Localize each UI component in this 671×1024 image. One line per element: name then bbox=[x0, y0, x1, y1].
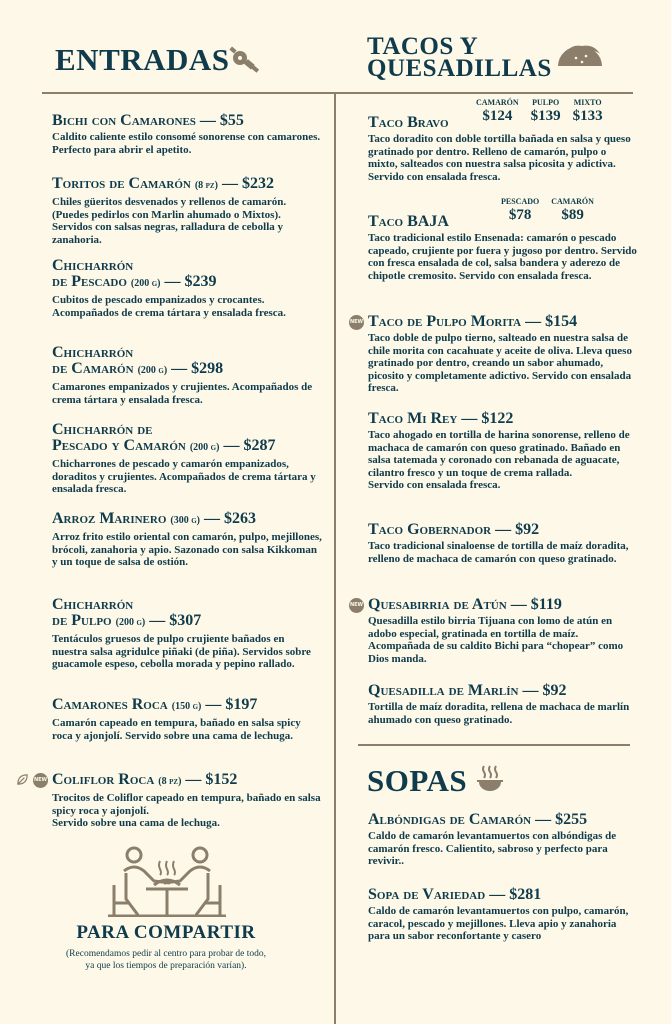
item-size: (8 pz) bbox=[158, 776, 182, 787]
item-price: $154 bbox=[545, 313, 578, 330]
item-name: Taco Mi Rey bbox=[368, 410, 458, 427]
item-description: Taco doble de pulpo tierno, salteado en nuestra salsa de chile morita con cacahuate y aceite de oliva. Lleva queso gratinado por dentro, creando un sabor ahumado, picosito y completamente adictivo. Servido con ensalada fresca. bbox=[368, 332, 632, 394]
menu-item bbox=[349, 596, 638, 665]
item-title bbox=[52, 422, 322, 456]
item-size: (200 g) bbox=[130, 278, 161, 289]
item-title bbox=[368, 887, 638, 903]
item-size: (300 g) bbox=[170, 515, 200, 526]
price-value: $133 bbox=[572, 108, 603, 124]
item-name: Coliflor Roca bbox=[52, 771, 155, 788]
item-description: Camarón capeado en tempura, bañado en salsa spicy roca y ajonjolí. Servido sobre una cama de lechuga. bbox=[52, 717, 301, 742]
people-sharing-meal-icon bbox=[108, 845, 226, 917]
item-size: (150 g) bbox=[171, 701, 202, 712]
new-badge: NEW bbox=[349, 315, 364, 330]
para-compartir-heading: PARA COMPARTIR bbox=[76, 922, 256, 943]
menu-item bbox=[52, 511, 322, 569]
item-price-dash: — bbox=[217, 175, 242, 192]
menu-item bbox=[368, 98, 638, 183]
item-size: (200 g) bbox=[137, 365, 168, 376]
price-column bbox=[531, 98, 561, 125]
item-title bbox=[52, 258, 322, 292]
item-price: $281 bbox=[509, 886, 542, 903]
item-name: Toritos de Camarón bbox=[52, 175, 191, 192]
item-name: Camarones Roca bbox=[52, 696, 168, 713]
item-size: (8 pz) bbox=[194, 180, 218, 191]
price-label: CAMARÓN bbox=[551, 197, 594, 206]
item-name: Taco BAJA bbox=[368, 213, 449, 230]
menu-item bbox=[368, 887, 638, 943]
item-price: $298 bbox=[191, 360, 224, 377]
item-title bbox=[52, 697, 322, 715]
menu-item bbox=[52, 697, 322, 742]
item-title bbox=[52, 176, 322, 194]
menu-item bbox=[368, 812, 638, 868]
price-label: PULPO bbox=[532, 98, 560, 107]
item-description: Caldo de camarón levantamuertos con pulpo, camarón, caracol, pescado y mejillones. Lleva apio y zanahoria para un sabor reconfortante y casero bbox=[368, 905, 629, 942]
menu-item bbox=[368, 197, 638, 282]
item-name: Chicharrón de Pulpo bbox=[52, 596, 134, 629]
price-column bbox=[551, 197, 594, 224]
item-price: $119 bbox=[530, 596, 562, 613]
para-compartir-note: (Recomendamos pedir al centro para probar de todo, ya que los tiempos de preparación varían). bbox=[66, 949, 266, 971]
menu-item bbox=[368, 411, 638, 492]
olive-skewer-icon bbox=[226, 46, 262, 76]
item-title bbox=[368, 314, 638, 330]
item-title bbox=[52, 511, 322, 529]
item-name: Arroz Marinero bbox=[52, 510, 167, 527]
item-description: Cubitos de pescado empanizados y crocantes. Acompañados de crema tártara y ensalada fresca. bbox=[52, 294, 286, 319]
item-price: $232 bbox=[241, 175, 274, 192]
item-title bbox=[368, 683, 638, 699]
item-name: Taco Bravo bbox=[368, 114, 449, 131]
entradas-heading: ENTRADAS bbox=[55, 42, 230, 77]
item-price-dash: — bbox=[531, 811, 556, 828]
item-description: Caldo de camarón levantamuertos con albóndigas de camarón fresco. Calientito, sabroso y perfecto para revivir.. bbox=[368, 830, 617, 867]
item-description: Quesadilla estilo birria Tijuana con lomo de atún en adobo especial, gratinada en tortilla de maíz. Acompañada de su caldito Bichi para “chopear” como Dios manda. bbox=[368, 615, 624, 665]
menu-item bbox=[52, 345, 322, 406]
item-title bbox=[368, 597, 638, 613]
item-title bbox=[368, 812, 638, 828]
item-price-dash: — bbox=[195, 112, 220, 129]
item-price-dash: — bbox=[506, 596, 531, 613]
menu-item bbox=[52, 597, 322, 671]
item-description: Arroz frito estilo oriental con camarón, pulpo, mejillones, brócoli, zanahoria y apio. Sazonado con salsa Kikkoman y un toque de salsa de ostión. bbox=[52, 531, 322, 568]
menu-item bbox=[368, 522, 638, 565]
header-divider bbox=[42, 92, 633, 94]
item-name: Quesadilla de Marlín bbox=[368, 682, 519, 699]
sopas-divider bbox=[358, 744, 630, 746]
item-title bbox=[52, 113, 322, 129]
tacos-heading-line1: TACOS Y bbox=[367, 33, 479, 60]
item-price: $92 bbox=[542, 682, 567, 699]
item-name: Bichi con Camarones bbox=[52, 112, 196, 129]
item-description: Trocitos de Coliflor capeado en tempura, bañado en salsa spicy roca y ajonjolí. Servido sobre una cama de lechuga. bbox=[52, 792, 321, 829]
item-price: $263 bbox=[224, 510, 256, 527]
item-price: $197 bbox=[225, 696, 258, 713]
new-badge: NEW bbox=[33, 773, 48, 788]
menu-item bbox=[368, 683, 638, 726]
item-price-dash: — bbox=[160, 273, 185, 290]
price-label: CAMARÓN bbox=[476, 98, 519, 107]
item-name: Chicharrón de Pescado bbox=[52, 257, 134, 290]
price-value: $139 bbox=[530, 108, 561, 124]
price-columns bbox=[501, 197, 594, 224]
item-price-dash: — bbox=[200, 510, 224, 527]
item-price: $239 bbox=[184, 273, 217, 290]
item-title bbox=[52, 772, 322, 790]
item-name: Taco de Pulpo Morita bbox=[368, 313, 522, 330]
item-price-dash: — bbox=[167, 360, 192, 377]
item-price: $255 bbox=[555, 811, 588, 828]
item-description: Chicharrones de pescado y camarón empanizados, doraditos y crujientes. Acompañados de crema tártara y ensalada fresca. bbox=[52, 458, 316, 495]
column-divider bbox=[334, 93, 336, 1024]
item-title bbox=[368, 522, 638, 538]
item-price-dash: — bbox=[521, 313, 546, 330]
item-name: Taco Gobernador bbox=[368, 521, 492, 538]
menu-item bbox=[52, 258, 322, 319]
item-price: $55 bbox=[219, 112, 244, 129]
price-value: $89 bbox=[561, 207, 584, 223]
item-description: Taco tradicional sinaloense de tortilla de maíz doradita, relleno de machaca de camarón con queso gratinado. bbox=[368, 540, 629, 565]
menu-item bbox=[349, 313, 638, 395]
vegetarian-leaf-icon bbox=[16, 773, 29, 786]
price-label: MIXTO bbox=[573, 98, 602, 107]
menu-item bbox=[52, 176, 322, 246]
item-price: $92 bbox=[515, 521, 540, 538]
soup-bowl-icon bbox=[476, 764, 504, 792]
item-price: $307 bbox=[169, 612, 202, 629]
item-name: Quesabirria de Atún bbox=[368, 596, 507, 613]
item-description: Camarones empanizados y crujientes. Acompañados de crema tártara y ensalada fresca. bbox=[52, 381, 313, 406]
item-price-dash: — bbox=[181, 771, 206, 788]
item-name: Chicharrón de Camarón bbox=[52, 344, 134, 377]
item-name: Sopa de Variedad bbox=[368, 886, 486, 903]
item-description: Chiles güeritos desvenados y rellenos de camarón. (Puedes pedirlos con Marlin ahumado o Mixtos). Servidos con salsas negras, ralladura de cebolla y zanahoria. bbox=[52, 196, 287, 246]
price-column bbox=[476, 98, 519, 125]
taco-icon bbox=[556, 42, 606, 68]
price-column bbox=[573, 98, 603, 125]
item-name: Albóndigas de Camarón bbox=[368, 811, 532, 828]
item-size: (200 g) bbox=[115, 617, 146, 628]
item-description: Taco tradicional estilo Ensenada: camarón o pescado capeado, crujiente por fuera y jugoso por dentro. Servido con fresca ensalada de col, salsa bandera y aderezo de chipotle cremosito. Servido con ensalada fresca. bbox=[368, 232, 637, 282]
item-price: $152 bbox=[205, 771, 238, 788]
menu-item bbox=[52, 113, 322, 156]
item-name: Chicharrón de Pescado y Camarón bbox=[52, 421, 186, 454]
item-description: Tortilla de maíz doradita, rellena de machaca de marlín ahumado con queso gratinado. bbox=[368, 701, 630, 726]
item-description: Taco ahogado en tortilla de harina sonorense, relleno de machaca de camarón con queso gratinado. Bañado en salsa tatemada y coronado con rebanada de aguacate, cilantro fresco y un toque de crema rallada. Servido con ensalada fresca. bbox=[368, 429, 630, 491]
item-size: (200 g) bbox=[189, 442, 220, 453]
price-column bbox=[501, 197, 539, 224]
item-price-dash: — bbox=[457, 410, 482, 427]
item-title bbox=[368, 411, 638, 427]
item-price-dash: — bbox=[491, 521, 516, 538]
item-description: Caldito caliente estilo consomé sonorense con camarones. Perfecto para abrir el apetito. bbox=[52, 131, 321, 156]
menu-item bbox=[33, 771, 322, 830]
item-title bbox=[52, 597, 322, 631]
new-badge: NEW bbox=[349, 598, 364, 613]
item-price-dash: — bbox=[219, 437, 244, 454]
price-columns bbox=[476, 98, 603, 125]
item-description: Tentáculos gruesos de pulpo crujiente bañados en nuestra salsa agridulce piñaki (de piña). Servidos sobre guacamole espeso, cebolla morada y pepino rallado. bbox=[52, 633, 311, 670]
menu-item bbox=[52, 422, 322, 496]
price-label: PESCADO bbox=[501, 197, 540, 206]
item-price-dash: — bbox=[145, 612, 170, 629]
item-price-dash: — bbox=[201, 696, 226, 713]
tacos-heading-line2: QUESADILLAS bbox=[367, 55, 552, 82]
item-price: $122 bbox=[481, 410, 514, 427]
item-price-dash: — bbox=[518, 682, 543, 699]
sopas-heading: SOPAS bbox=[367, 763, 468, 798]
price-value: $124 bbox=[482, 108, 513, 124]
item-description: Taco doradito con doble tortilla bañada en salsa y queso gratinado por dentro. Relleno de camarón, pulpo o mixto, salteados con nuestra salsa picosita y adictiva. Servido con ensalada fresca. bbox=[368, 133, 631, 183]
item-title bbox=[52, 345, 322, 379]
price-value: $78 bbox=[508, 207, 532, 223]
item-price-dash: — bbox=[485, 886, 510, 903]
item-price: $287 bbox=[243, 437, 276, 454]
